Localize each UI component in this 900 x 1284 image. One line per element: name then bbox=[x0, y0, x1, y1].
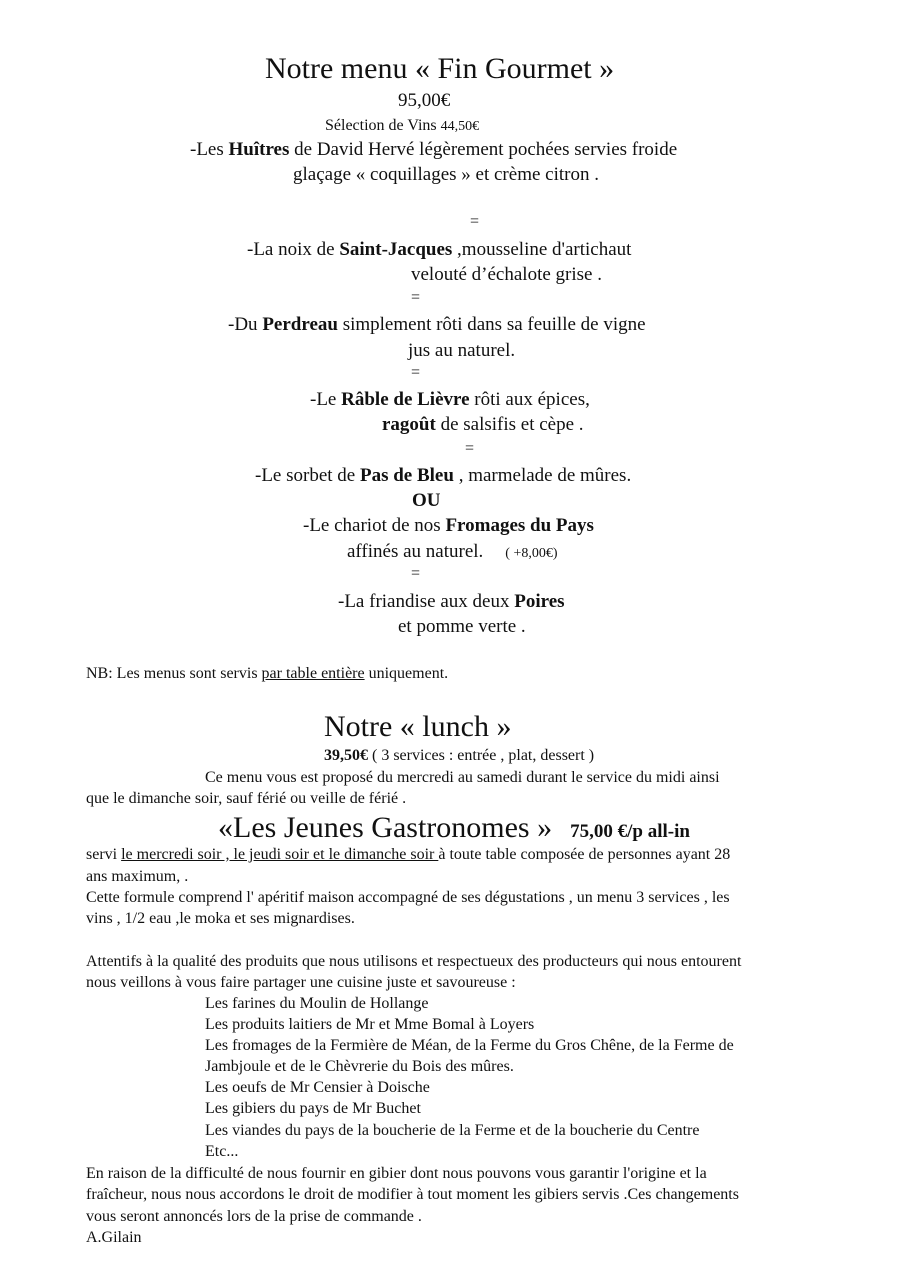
course-lievre-line2 bbox=[382, 414, 584, 436]
nb-underlined: par table entière bbox=[261, 665, 365, 682]
game-note-2: fraîcheur, nous nous accordons le droit de modifier à tout moment les gibiers servis .Ces changements bbox=[86, 1186, 739, 1203]
course-fromages bbox=[303, 515, 594, 537]
wine-price: 44,50€ bbox=[440, 119, 480, 134]
course-text: -Du bbox=[228, 314, 263, 335]
course-poires bbox=[338, 591, 565, 613]
course-separator: = bbox=[465, 440, 475, 457]
producer-item: Les produits laitiers de Mr et Mme Bomal à Loyers bbox=[205, 1016, 535, 1033]
course-text: rôti aux épices, bbox=[469, 389, 590, 410]
game-note-3: vous seront annoncés lors de la prise de commande . bbox=[86, 1208, 422, 1225]
course-or bbox=[412, 490, 441, 512]
producer-item: Les farines du Moulin de Hollange bbox=[205, 995, 429, 1012]
wine-label: Sélection de Vins bbox=[325, 117, 437, 134]
course-text: -La noix de bbox=[247, 239, 340, 260]
producers-intro-1: Attentifs à la qualité des produits que nous utilisons et respectueux des producteurs qui nous entourent bbox=[86, 953, 742, 970]
course-sorbet bbox=[255, 465, 631, 487]
course-text: -Les bbox=[190, 139, 229, 160]
nb-text: uniquement. bbox=[364, 665, 449, 682]
course-text: affinés au naturel. bbox=[347, 541, 484, 562]
course-text: -La friandise aux deux bbox=[338, 591, 515, 612]
course-highlight: Pas de Bleu bbox=[359, 465, 454, 486]
producer-item: Les gibiers du pays de Mr Buchet bbox=[205, 1100, 421, 1117]
course-text: , marmelade de mûres. bbox=[453, 465, 632, 486]
course-highlight: Poires bbox=[514, 591, 565, 612]
course-separator: = bbox=[411, 289, 421, 306]
course-highlight: Perdreau bbox=[262, 314, 338, 335]
jeunes-title: «Les Jeunes Gastronomes » bbox=[218, 811, 553, 844]
gourmet-title: Notre menu « Fin Gourmet » bbox=[265, 52, 615, 85]
course-text: simplement rôti dans sa feuille de vigne bbox=[337, 314, 646, 335]
lunch-detail: ( 3 services : entrée , plat, dessert ) bbox=[368, 747, 595, 764]
course-highlight: Saint-Jacques bbox=[339, 239, 453, 260]
lunch-desc-2: que le dimanche soir, sauf férié ou veille de férié . bbox=[86, 790, 407, 807]
jeunes-heading bbox=[218, 811, 690, 846]
nb-text: NB: Les menus sont servis bbox=[86, 665, 262, 682]
producer-item: Les fromages de la Fermière de Méan, de la Ferme du Gros Chêne, de la Ferme de bbox=[205, 1037, 734, 1054]
jeunes-price: 75,00 €/p all-in bbox=[570, 821, 690, 842]
course-lievre bbox=[310, 389, 590, 411]
course-highlight: Râble de Lièvre bbox=[341, 389, 470, 410]
course-or-label: OU bbox=[412, 490, 441, 511]
gourmet-price: 95,00€ bbox=[398, 90, 451, 111]
course-text: -Le chariot de nos bbox=[303, 515, 446, 536]
producer-item: Les oeufs de Mr Censier à Doische bbox=[205, 1079, 430, 1096]
game-note-1: En raison de la difficulté de nous fournir en gibier dont nous pouvons vous garantir l'origine et la bbox=[86, 1165, 707, 1182]
supplement-price: ( +8,00€) bbox=[505, 546, 558, 561]
course-highlight: ragoût bbox=[382, 414, 436, 435]
course-perdreau bbox=[228, 314, 646, 336]
producer-item: Etc... bbox=[205, 1143, 239, 1160]
course-separator: = bbox=[411, 565, 421, 582]
course-saint-jacques-line2: velouté d’échalote grise . bbox=[411, 264, 602, 285]
lunch-title: Notre « lunch » bbox=[324, 710, 512, 743]
producer-item: Les viandes du pays de la boucherie de la Ferme et de la boucherie du Centre bbox=[205, 1122, 700, 1139]
jeunes-desc-3: Cette formule comprend l' apéritif maison accompagné de ses dégustations , un menu 3 services , les bbox=[86, 889, 730, 906]
course-highlight: Fromages du Pays bbox=[445, 515, 594, 536]
jeunes-desc-2: ans maximum, . bbox=[86, 868, 189, 885]
course-separator: = bbox=[411, 364, 421, 381]
jeunes-desc-1 bbox=[86, 846, 730, 864]
lunch-desc-1: Ce menu vous est proposé du mercredi au samedi durant le service du midi ainsi bbox=[205, 769, 720, 786]
producers-intro-2: nous veillons à vous faire partager une cuisine juste et savoureuse : bbox=[86, 974, 516, 991]
course-fromages-line2 bbox=[347, 541, 558, 563]
course-poires-line2: et pomme verte . bbox=[398, 616, 526, 637]
course-text: -Le bbox=[310, 389, 342, 410]
course-separator: = bbox=[470, 213, 480, 230]
course-text: de David Hervé légèrement pochées servies froide bbox=[289, 139, 678, 160]
course-saint-jacques bbox=[247, 239, 631, 261]
course-perdreau-line2: jus au naturel. bbox=[408, 340, 516, 361]
course-text: ,mousseline d'artichaut bbox=[452, 239, 632, 260]
course-text: -Le sorbet de bbox=[255, 465, 360, 486]
course-huitres bbox=[190, 139, 677, 161]
course-highlight: Huîtres bbox=[228, 139, 290, 160]
signature: A.Gilain bbox=[86, 1229, 142, 1246]
course-text: de salsifis et cèpe . bbox=[435, 414, 584, 435]
wine-selection bbox=[325, 117, 479, 135]
jeunes-days: le mercredi soir , le jeudi soir et le dimanche soir bbox=[121, 846, 439, 863]
course-huitres-line2: glaçage « coquillages » et crème citron . bbox=[293, 164, 599, 185]
jeunes-desc-4: vins , 1/2 eau ,le moka et ses mignardises. bbox=[86, 910, 355, 927]
lunch-price: 39,50€ bbox=[324, 747, 368, 764]
nb-note bbox=[86, 665, 448, 683]
lunch-price-line bbox=[324, 747, 594, 765]
jeunes-text: à toute table composée de personnes ayant 28 bbox=[438, 846, 731, 863]
producer-item: Jambjoule et de le Chèvrerie du Bois des mûres. bbox=[205, 1058, 514, 1075]
jeunes-text: servi bbox=[86, 846, 122, 863]
